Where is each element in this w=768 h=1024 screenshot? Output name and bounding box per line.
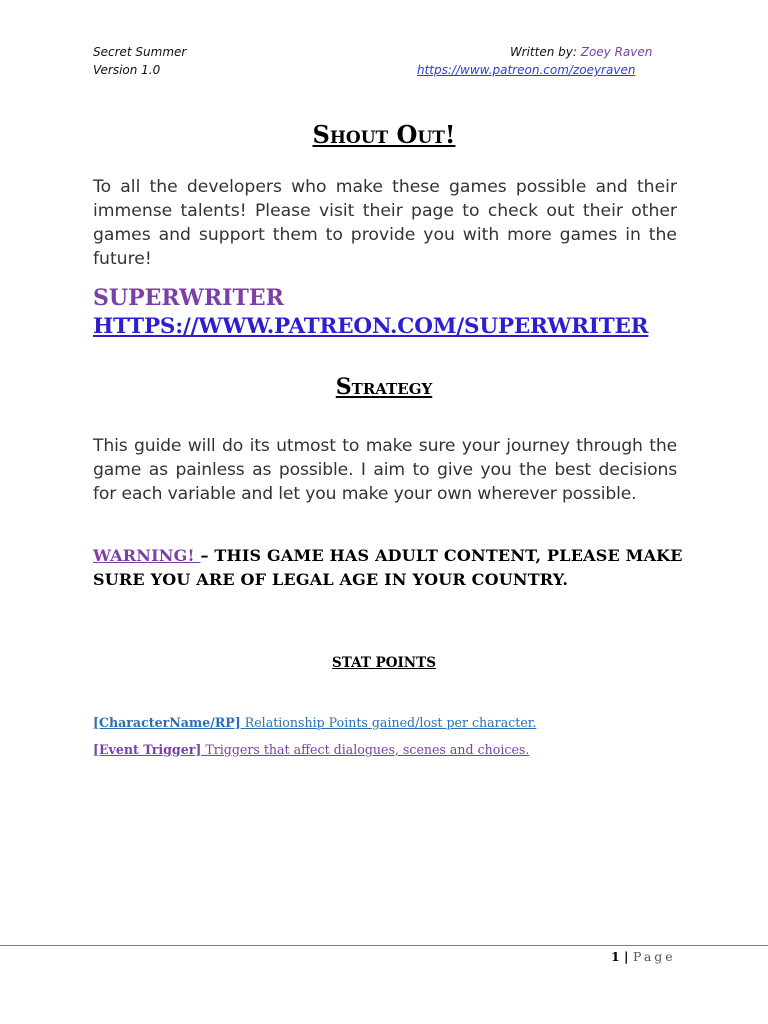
footer-divider <box>0 945 768 946</box>
shout-out-heading: Shout Out! <box>312 120 456 149</box>
warning-label: WARNING! <box>93 546 201 565</box>
stat-points-heading: STAT POINTS <box>332 655 436 671</box>
event-description: Triggers that affect dialogues, scenes and choices. <box>201 742 530 757</box>
author-patreon-link[interactable]: https://www.patreon.com/zoeyraven <box>417 63 636 77</box>
developer-patreon-link[interactable]: HTTPS://WWW.PATREON.COM/SUPERWRITER <box>93 314 649 339</box>
strategy-paragraph: This guide will do its utmost to make sure your journey through the game as painless as possible. I aim to give you the best decisions for each variable and let you make your own wherever possible. <box>93 436 677 504</box>
written-by-label: Written by: <box>510 45 581 59</box>
warning-notice <box>93 544 693 592</box>
rp-description: Relationship Points gained/lost per character. <box>240 715 537 730</box>
header-version: Version 1.0 <box>93 63 161 77</box>
event-tag: [Event Trigger] <box>93 742 202 757</box>
author-name: Zoey Raven <box>580 45 653 59</box>
developer-name: SUPERWRITER <box>93 285 284 311</box>
page-number: 1 <box>611 949 620 964</box>
legend-event-trigger <box>93 741 529 759</box>
warning-text: – THIS GAME HAS ADULT CONTENT, PLEASE MAKE SURE YOU ARE OF LEGAL AGE IN YOUR COUNTRY. <box>93 546 683 589</box>
page-separator: | <box>619 949 633 964</box>
header-author <box>510 44 652 60</box>
page-word: Page <box>632 949 676 964</box>
rp-tag: [CharacterName/RP] <box>93 715 241 730</box>
page-footer <box>611 949 676 964</box>
strategy-heading: Strategy <box>335 374 433 400</box>
header-doc-title: Secret Summer <box>93 45 187 59</box>
shout-out-paragraph: To all the developers who make these games possible and their immense talents! Please visit their page to check out their other games and support them to provide you with more games in the future! <box>93 177 677 269</box>
legend-relationship-points <box>93 714 536 732</box>
